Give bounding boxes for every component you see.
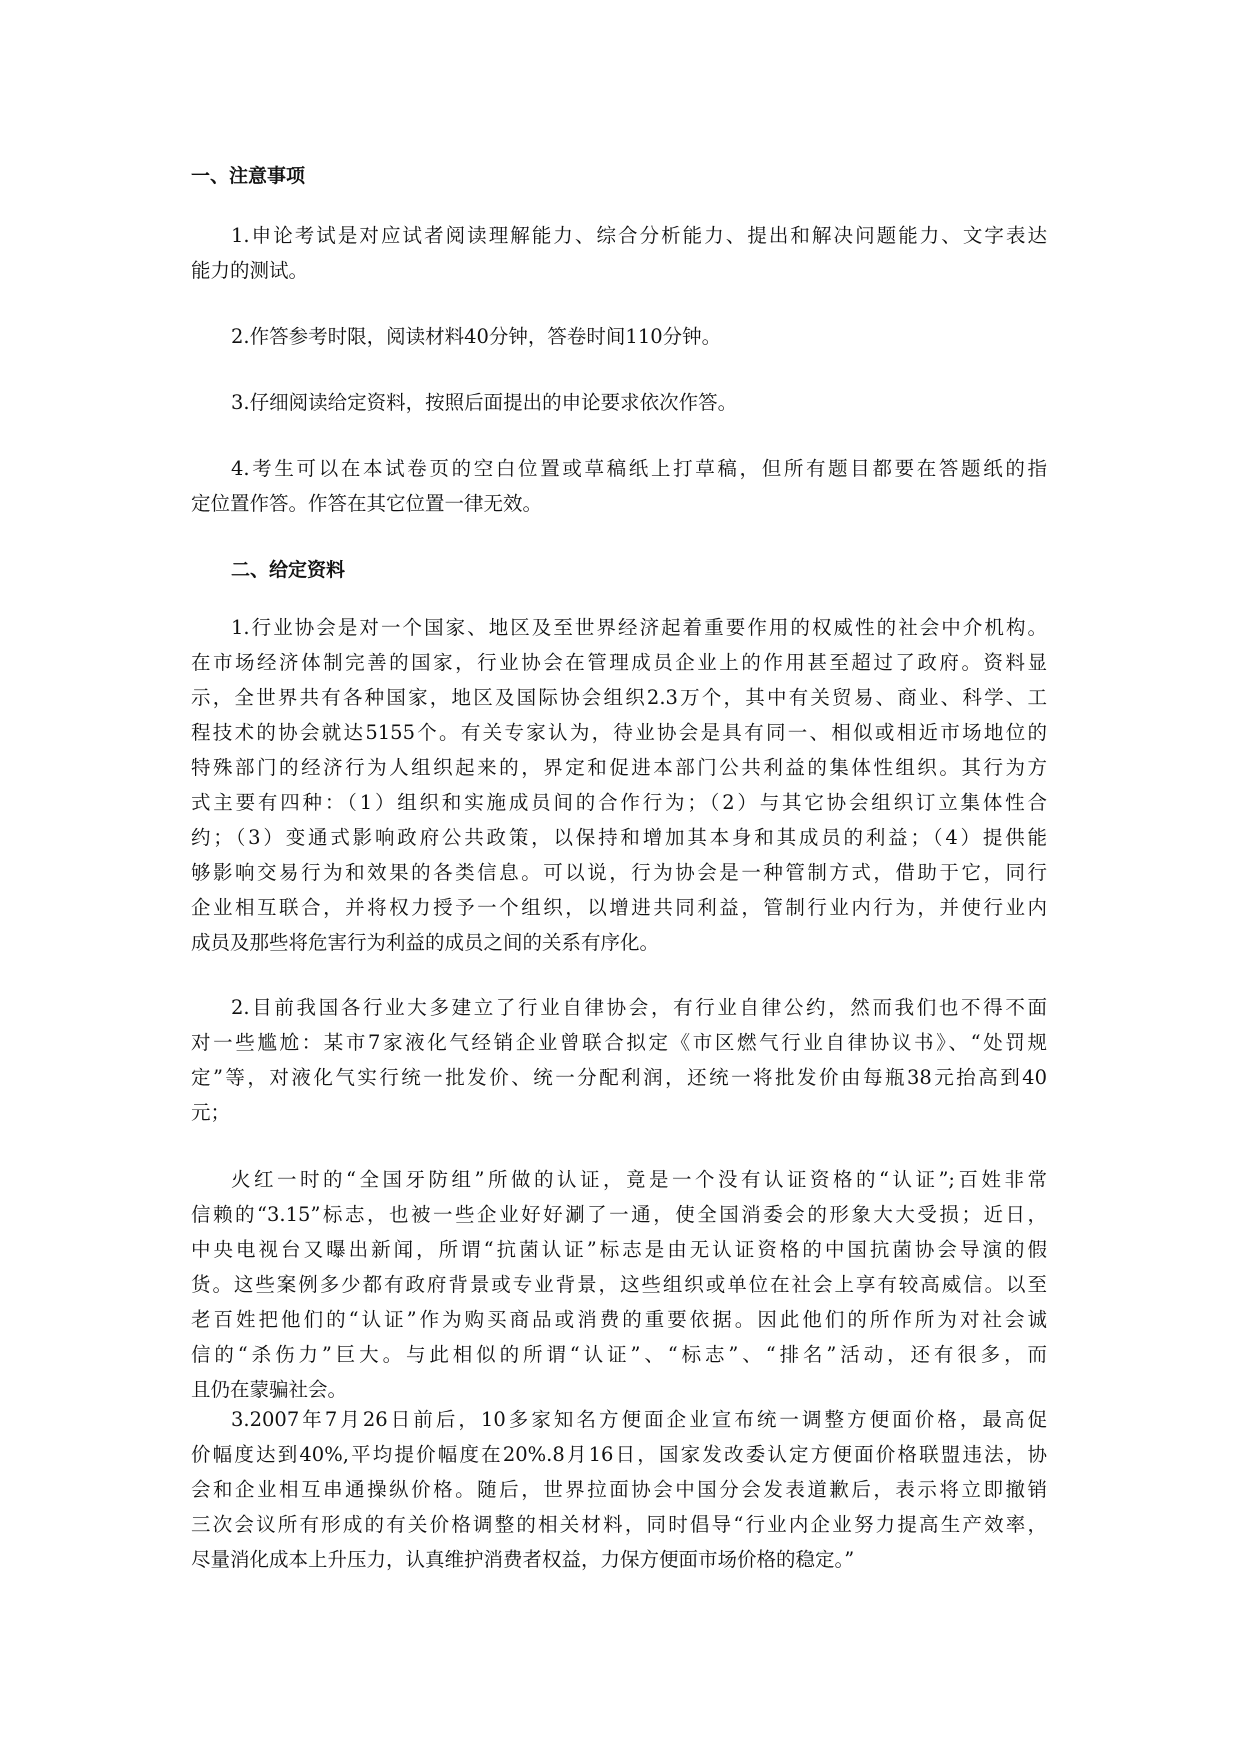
text-line: 成员及那些将危害行为利益的成员之间的关系有序化。 — [191, 931, 660, 954]
text-line: 且仍在蒙骗社会。 — [191, 1378, 348, 1401]
text-line: 尽量消化成本上升压力，认真维护消费者权益，力保方便面市场价格的稳定。” — [191, 1548, 855, 1571]
paragraph — [191, 218, 1047, 288]
text-line: 在市场经济体制完善的国家，行业协会在管理成员企业上的作用甚至超过了政府。资料显 — [191, 651, 1047, 674]
text-line: 特殊部门的经济行为人组织起来的，界定和促进本部门公共利益的集体性组织。其行为方 — [191, 756, 1047, 779]
section-heading: 二、给定资料 — [231, 559, 346, 581]
text-line: 2.目前我国各行业大多建立了行业自律协会，有行业自律公约，然而我们也不得不面 — [231, 996, 1047, 1019]
text-line: 货。这些案例多少都有政府背景或专业背景，这些组织或单位在社会上享有较高威信。以至 — [191, 1273, 1047, 1296]
section-heading: 一、注意事项 — [191, 165, 306, 187]
text-line: 企业相互联合，并将权力授予一个组织，以增进共同利益，管制行业内行为，并使行业内 — [191, 896, 1047, 919]
text-line: 中央电视台又曝出新闻，所谓“抗菌认证”标志是由无认证资格的中国抗菌协会导演的假 — [191, 1238, 1047, 1261]
text-line: 程技术的协会就达5155个。有关专家认为，待业协会是具有同一、相似或相近市场地位的 — [191, 721, 1047, 744]
text-line: 定位置作答。作答在其它位置一律无效。 — [191, 492, 543, 515]
text-line: 1.申论考试是对应试者阅读理解能力、综合分析能力、提出和解决问题能力、文字表达 — [231, 224, 1047, 247]
text-line: 式主要有四种：（1）组织和实施成员间的合作行为；（2）与其它协会组织订立集体性合 — [191, 791, 1047, 814]
text-line: 元； — [191, 1101, 231, 1124]
paragraph — [191, 1162, 1047, 1407]
text-line: 三次会议所有形成的有关价格调整的相关材料，同时倡导“行业内企业努力提高生产效率， — [191, 1513, 1047, 1536]
text-line: 价幅度达到40%,平均提价幅度在20%.8月16日，国家发改委认定方便面价格联盟违法，协 — [191, 1443, 1047, 1466]
paragraph — [191, 385, 1047, 420]
text-line: 4.考生可以在本试卷页的空白位置或草稿纸上打草稿，但所有题目都要在答题纸的指 — [231, 457, 1047, 480]
text-line: 示，全世界共有各种国家，地区及国际协会组织2.3万个，其中有关贸易、商业、科学、工 — [191, 686, 1047, 709]
text-line: 够影响交易行为和效果的各类信息。可以说，行为协会是一种管制方式，借助于它，同行 — [191, 861, 1047, 884]
paragraph — [191, 610, 1047, 960]
paragraph — [191, 1402, 1047, 1577]
paragraph — [191, 990, 1047, 1130]
text-line: 会和企业相互串通操纵价格。随后，世界拉面协会中国分会发表道歉后，表示将立即撤销 — [191, 1478, 1047, 1501]
text-line: 定”等，对液化气实行统一批发价、统一分配利润，还统一将批发价由每瓶38元抬高到40 — [191, 1066, 1047, 1089]
text-line: 2.作答参考时限，阅读材料40分钟，答卷时间110分钟。 — [231, 325, 722, 348]
text-line: 能力的测试。 — [191, 259, 309, 282]
paragraph — [191, 319, 1047, 354]
paragraph — [191, 451, 1047, 521]
text-line: 约；（3）变通式影响政府公共政策，以保持和增加其本身和其成员的利益；（4）提供能 — [191, 826, 1047, 849]
text-line: 老百姓把他们的“认证”作为购买商品或消费的重要依据。因此他们的所作所为对社会诚 — [191, 1308, 1047, 1331]
text-line: 信赖的“3.15”标志，也被一些企业好好涮了一通，使全国消委会的形象大大受损；近日， — [191, 1203, 1047, 1226]
text-line: 信的“杀伤力”巨大。与此相似的所谓“认证”、“标志”、“排名”活动，还有很多，而 — [191, 1343, 1047, 1366]
text-line: 3.2007年7月26日前后，10多家知名方便面企业宣布统一调整方便面价格，最高促 — [231, 1408, 1047, 1431]
text-line: 对一些尴尬：某市7家液化气经销企业曾联合拟定《市区燃气行业自律协议书》、“处罚规 — [191, 1031, 1047, 1054]
text-line: 火红一时的“全国牙防组”所做的认证，竟是一个没有认证资格的“认证”;百姓非常 — [231, 1168, 1047, 1191]
text-line: 3.仔细阅读给定资料，按照后面提出的申论要求依次作答。 — [231, 391, 738, 414]
text-line: 1.行业协会是对一个国家、地区及至世界经济起着重要作用的权威性的社会中介机构。 — [231, 616, 1047, 639]
